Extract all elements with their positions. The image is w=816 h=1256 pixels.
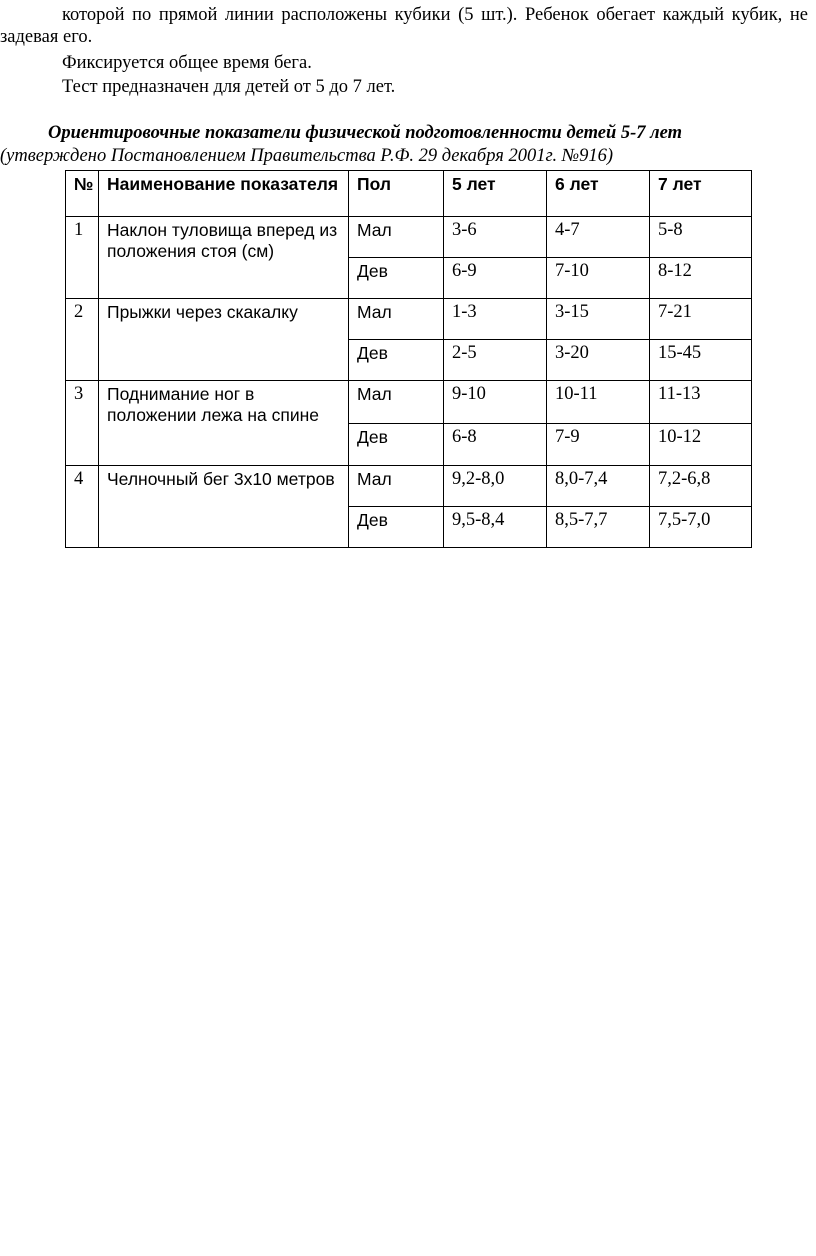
cell-age-5: 9-10 [444,381,547,424]
intro-paragraph: которой по прямой линии расположены кубики (5 шт.). Ребенок обегает каждый кубик, не задевая его. [0,5,808,47]
table-subtitle: (утверждено Постановлением Правительства Р.Ф. 29 декабря 2001г. №916) [0,146,614,166]
intro-paragraph-time: Фиксируется общее время бега. [62,53,312,73]
cell-sex: Дев [349,424,444,466]
row-indicator: Поднимание ног в положении лежа на спине [99,381,349,466]
cell-sex: Мал [349,381,444,424]
header-age-5: 5 лет [444,171,547,217]
row-indicator: Прыжки через скакалку [99,299,349,381]
cell-age-7: 7-21 [650,299,752,340]
cell-age-6: 7-10 [547,258,650,299]
cell-age-5: 9,5-8,4 [444,507,547,548]
cell-age-5: 3-6 [444,217,547,258]
table-heading [0,122,808,167]
cell-sex: Дев [349,507,444,548]
row-number: 3 [66,381,99,466]
cell-age-7: 10-12 [650,424,752,466]
cell-age-7: 5-8 [650,217,752,258]
cell-sex: Мал [349,466,444,507]
cell-sex: Мал [349,217,444,258]
table-title: Ориентировочные показатели физической подготовленности детей 5-7 лет [48,123,683,143]
cell-age-5: 2-5 [444,340,547,381]
cell-age-5: 9,2-8,0 [444,466,547,507]
header-indicator: Наименование показателя [99,171,349,217]
table-row [66,381,752,424]
cell-sex: Мал [349,299,444,340]
table-row [66,299,752,340]
cell-age-5: 1-3 [444,299,547,340]
row-indicator: Челночный бег 3х10 метров [99,466,349,548]
cell-age-7: 8-12 [650,258,752,299]
cell-age-6: 8,0-7,4 [547,466,650,507]
fitness-norms-table [65,170,752,548]
cell-sex: Дев [349,340,444,381]
cell-age-6: 10-11 [547,381,650,424]
cell-age-6: 8,5-7,7 [547,507,650,548]
cell-age-7: 11-13 [650,381,752,424]
cell-age-5: 6-9 [444,258,547,299]
intro-paragraph-age: Тест предназначен для детей от 5 до 7 лет. [62,77,396,97]
table-row [66,466,752,507]
cell-age-5: 6-8 [444,424,547,466]
row-number: 4 [66,466,99,548]
cell-age-7: 15-45 [650,340,752,381]
header-age-6: 6 лет [547,171,650,217]
row-number: 2 [66,299,99,381]
cell-sex: Дев [349,258,444,299]
cell-age-7: 7,2-6,8 [650,466,752,507]
table-header-row [66,171,752,217]
header-number: № [66,171,99,217]
cell-age-6: 3-15 [547,299,650,340]
cell-age-6: 4-7 [547,217,650,258]
cell-age-6: 3-20 [547,340,650,381]
cell-age-7: 7,5-7,0 [650,507,752,548]
header-age-7: 7 лет [650,171,752,217]
row-indicator: Наклон туловища вперед из положения стоя (см) [99,217,349,299]
header-sex: Пол [349,171,444,217]
table-row [66,217,752,258]
row-number: 1 [66,217,99,299]
cell-age-6: 7-9 [547,424,650,466]
